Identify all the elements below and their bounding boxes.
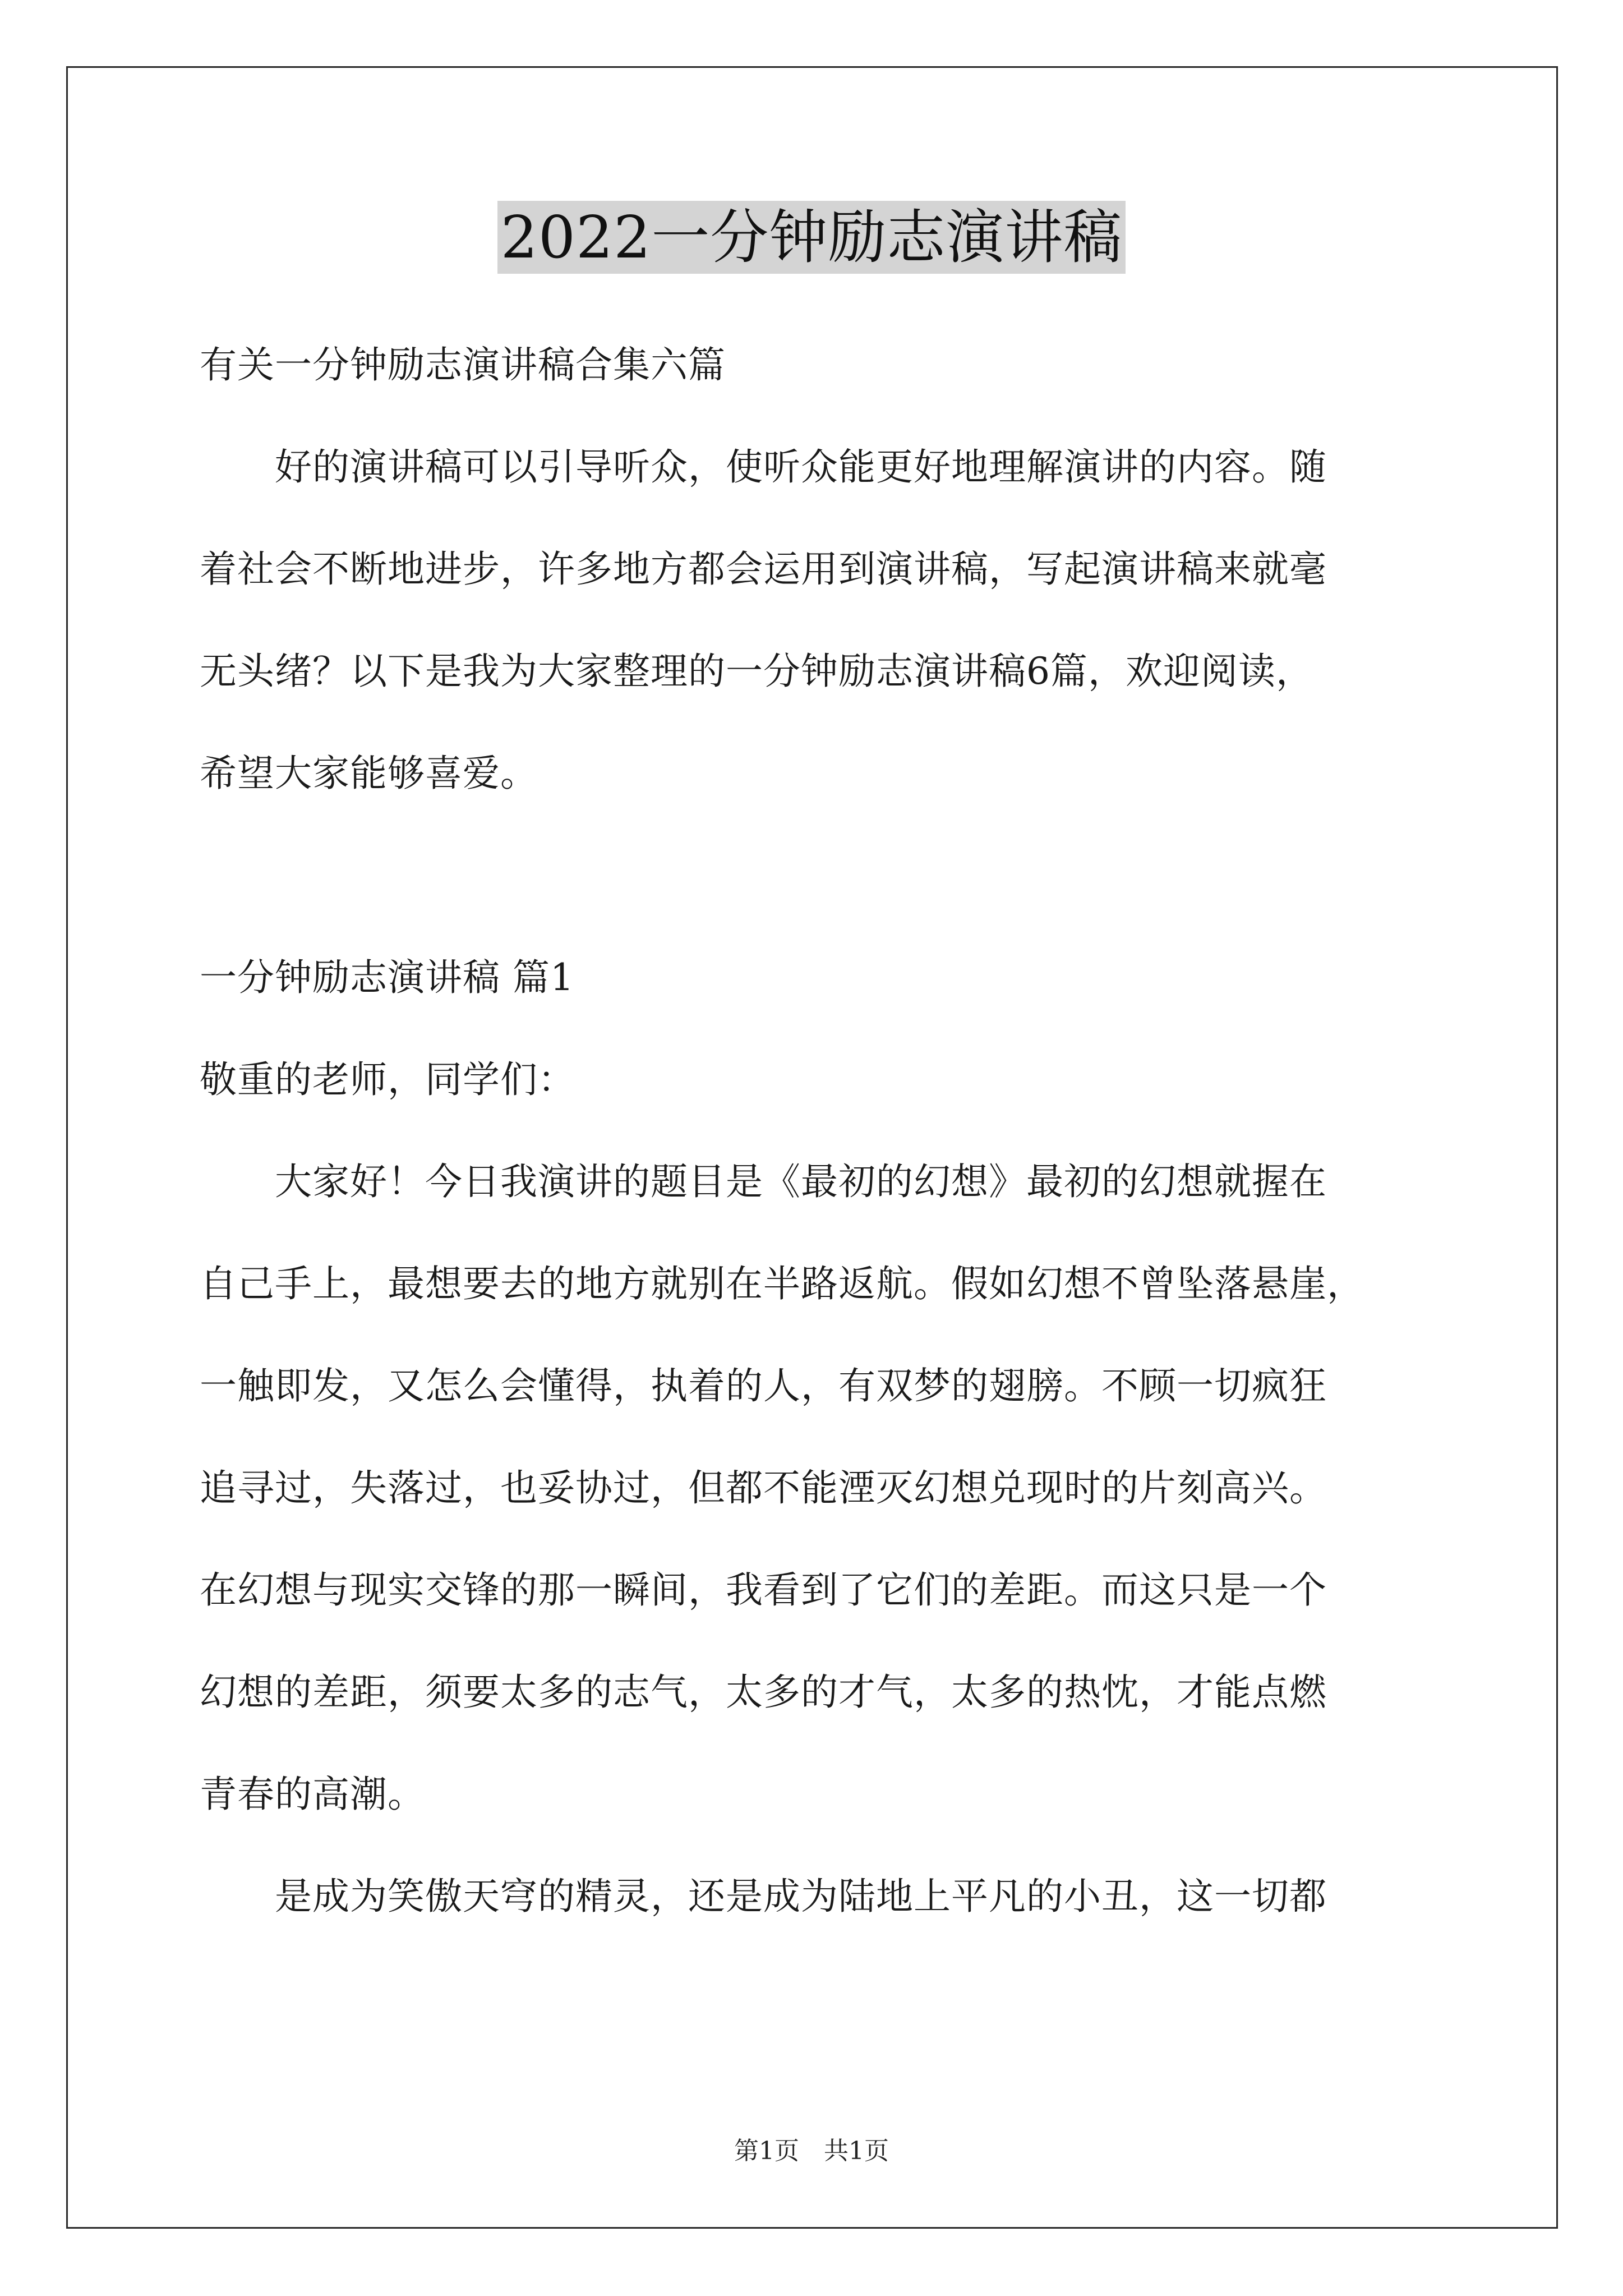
- title-container: [0, 201, 1623, 274]
- paragraph-gap: [200, 825, 1433, 927]
- section-heading: 一分钟励志演讲稿 篇1: [200, 956, 574, 999]
- body-line: 无头绪？以下是我为大家整理的一分钟励志演讲稿6篇，欢迎阅读，: [200, 650, 1313, 693]
- page-total: 共1页: [824, 2137, 889, 2165]
- body-line: 着社会不断地进步，许多地方都会运用到演讲稿，写起演讲稿来就毫: [200, 547, 1327, 591]
- body-line: 好的演讲稿可以引导听众，使听众能更好地理解演讲的内容。随: [200, 445, 1327, 489]
- page-number: 第1页: [734, 2137, 799, 2165]
- body-line: 自己手上，最想要去的地方就别在半路返航。假如幻想不曾坠落悬崖，: [200, 1262, 1364, 1305]
- body-line: 有关一分钟励志演讲稿合集六篇: [200, 343, 726, 386]
- body-line: 是成为笑傲天穹的精灵，还是成为陆地上平凡的小丑，这一切都: [200, 1875, 1327, 1918]
- body-line: 在幻想与现实交锋的那一瞬间，我看到了它们的差距。而这只是一个: [200, 1568, 1327, 1612]
- document-title: 2022一分钟励志演讲稿: [497, 201, 1126, 274]
- body-line: 幻想的差距，须要太多的志气，太多的才气，太多的热忱，才能点燃: [200, 1671, 1327, 1714]
- body-line: 青春的高潮。: [200, 1773, 425, 1816]
- body-line: 追寻过，失落过，也妥协过，但都不能湮灭幻想兑现时的片刻高兴。: [200, 1466, 1327, 1510]
- body-line: 一触即发，又怎么会懂得，执着的人，有双梦的翅膀。不顾一切疯狂: [200, 1364, 1327, 1407]
- page-footer: [0, 2134, 1623, 2168]
- body-line: 大家好！今日我演讲的题目是《最初的幻想》最初的幻想就握在: [200, 1160, 1327, 1203]
- body-line: 希望大家能够喜爱。: [200, 752, 538, 795]
- document-body: [200, 314, 1433, 1948]
- salutation: 敬重的老师，同学们：: [200, 1058, 575, 1101]
